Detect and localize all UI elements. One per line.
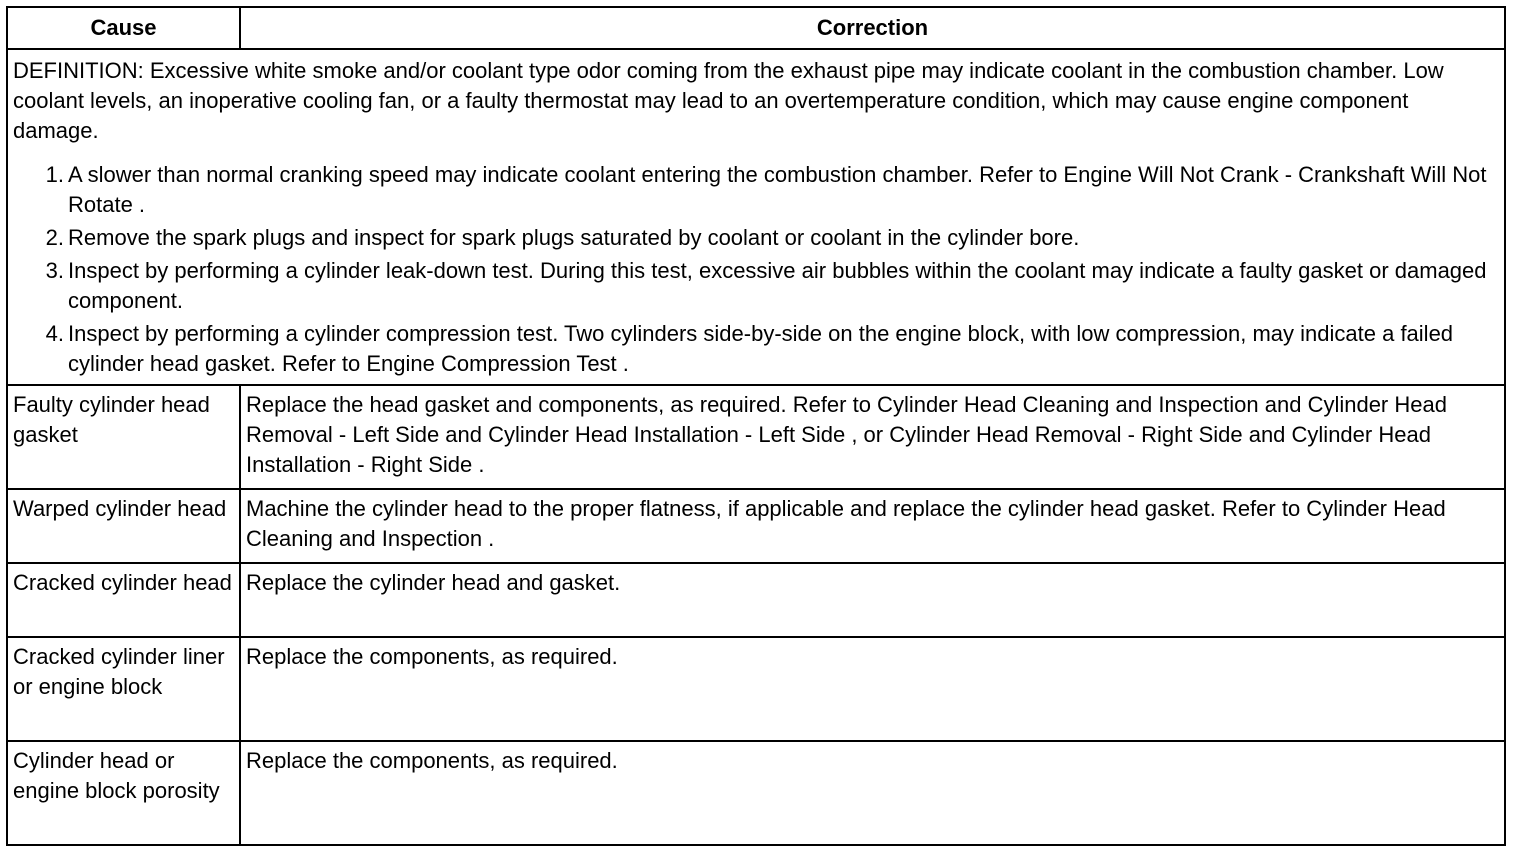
table-row [7,741,1505,845]
step-item [13,223,1499,253]
step-text: Inspect by performing a cylinder leak-down test. During this test, excessive air bubbles within the coolant may indicate a faulty gasket or damaged component. [68,258,1487,313]
step-number: 2. [45,225,64,250]
correction-cell: Replace the cylinder head and gasket. [240,563,1505,637]
step-item [13,256,1499,316]
correction-cell: Replace the head gasket and components, as required. Refer to Cylinder Head Cleaning and Inspection and Cylinder Head Removal - Left Side and Cylinder Head Installation - Left Side , or Cylinder Head Removal - Right Side and Cylinder Head Installation - Right Side . [240,385,1505,489]
definition-cell [7,49,1505,385]
step-number: 1. [45,162,64,187]
step-item [13,160,1499,220]
table-row [7,563,1505,637]
definition-text: DEFINITION: Excessive white smoke and/or coolant type odor coming from the exhaust pipe may indicate coolant in the combustion chamber. Low coolant levels, an inoperative cooling fan, or a faulty thermostat may lead to an overtemperature condition, which may cause engine component damage. [13,58,1444,143]
table-row [7,385,1505,489]
header-row [7,7,1505,49]
correction-cell: Machine the cylinder head to the proper flatness, if applicable and replace the cylinder head gasket. Refer to Cylinder Head Cleaning and Inspection . [240,489,1505,563]
cause-cell: Warped cylinder head [7,489,240,563]
table-row [7,489,1505,563]
header-cause: Cause [7,7,240,49]
step-text: A slower than normal cranking speed may indicate coolant entering the combustion chamber. Refer to Engine Will Not Crank - Crankshaft Will Not Rotate . [68,162,1487,217]
cause-cell: Cracked cylinder head [7,563,240,637]
cause-cell: Cracked cylinder liner or engine block [7,637,240,741]
correction-cell: Replace the components, as required. [240,637,1505,741]
table-row [7,637,1505,741]
step-text: Remove the spark plugs and inspect for spark plugs saturated by coolant or coolant in the cylinder bore. [68,225,1080,250]
step-text: Inspect by performing a cylinder compression test. Two cylinders side-by-side on the engine block, with low compression, may indicate a failed cylinder head gasket. Refer to Engine Compression Test . [68,321,1454,376]
cause-cell: Cylinder head or engine block porosity [7,741,240,845]
definition-row [7,49,1505,385]
diagnostic-table [6,6,1506,846]
header-correction: Correction [240,7,1505,49]
step-item [13,319,1499,379]
step-number: 4. [45,321,64,346]
diagnostic-steps [13,160,1499,379]
cause-cell: Faulty cylinder head gasket [7,385,240,489]
correction-cell: Replace the components, as required. [240,741,1505,845]
step-number: 3. [45,258,64,283]
